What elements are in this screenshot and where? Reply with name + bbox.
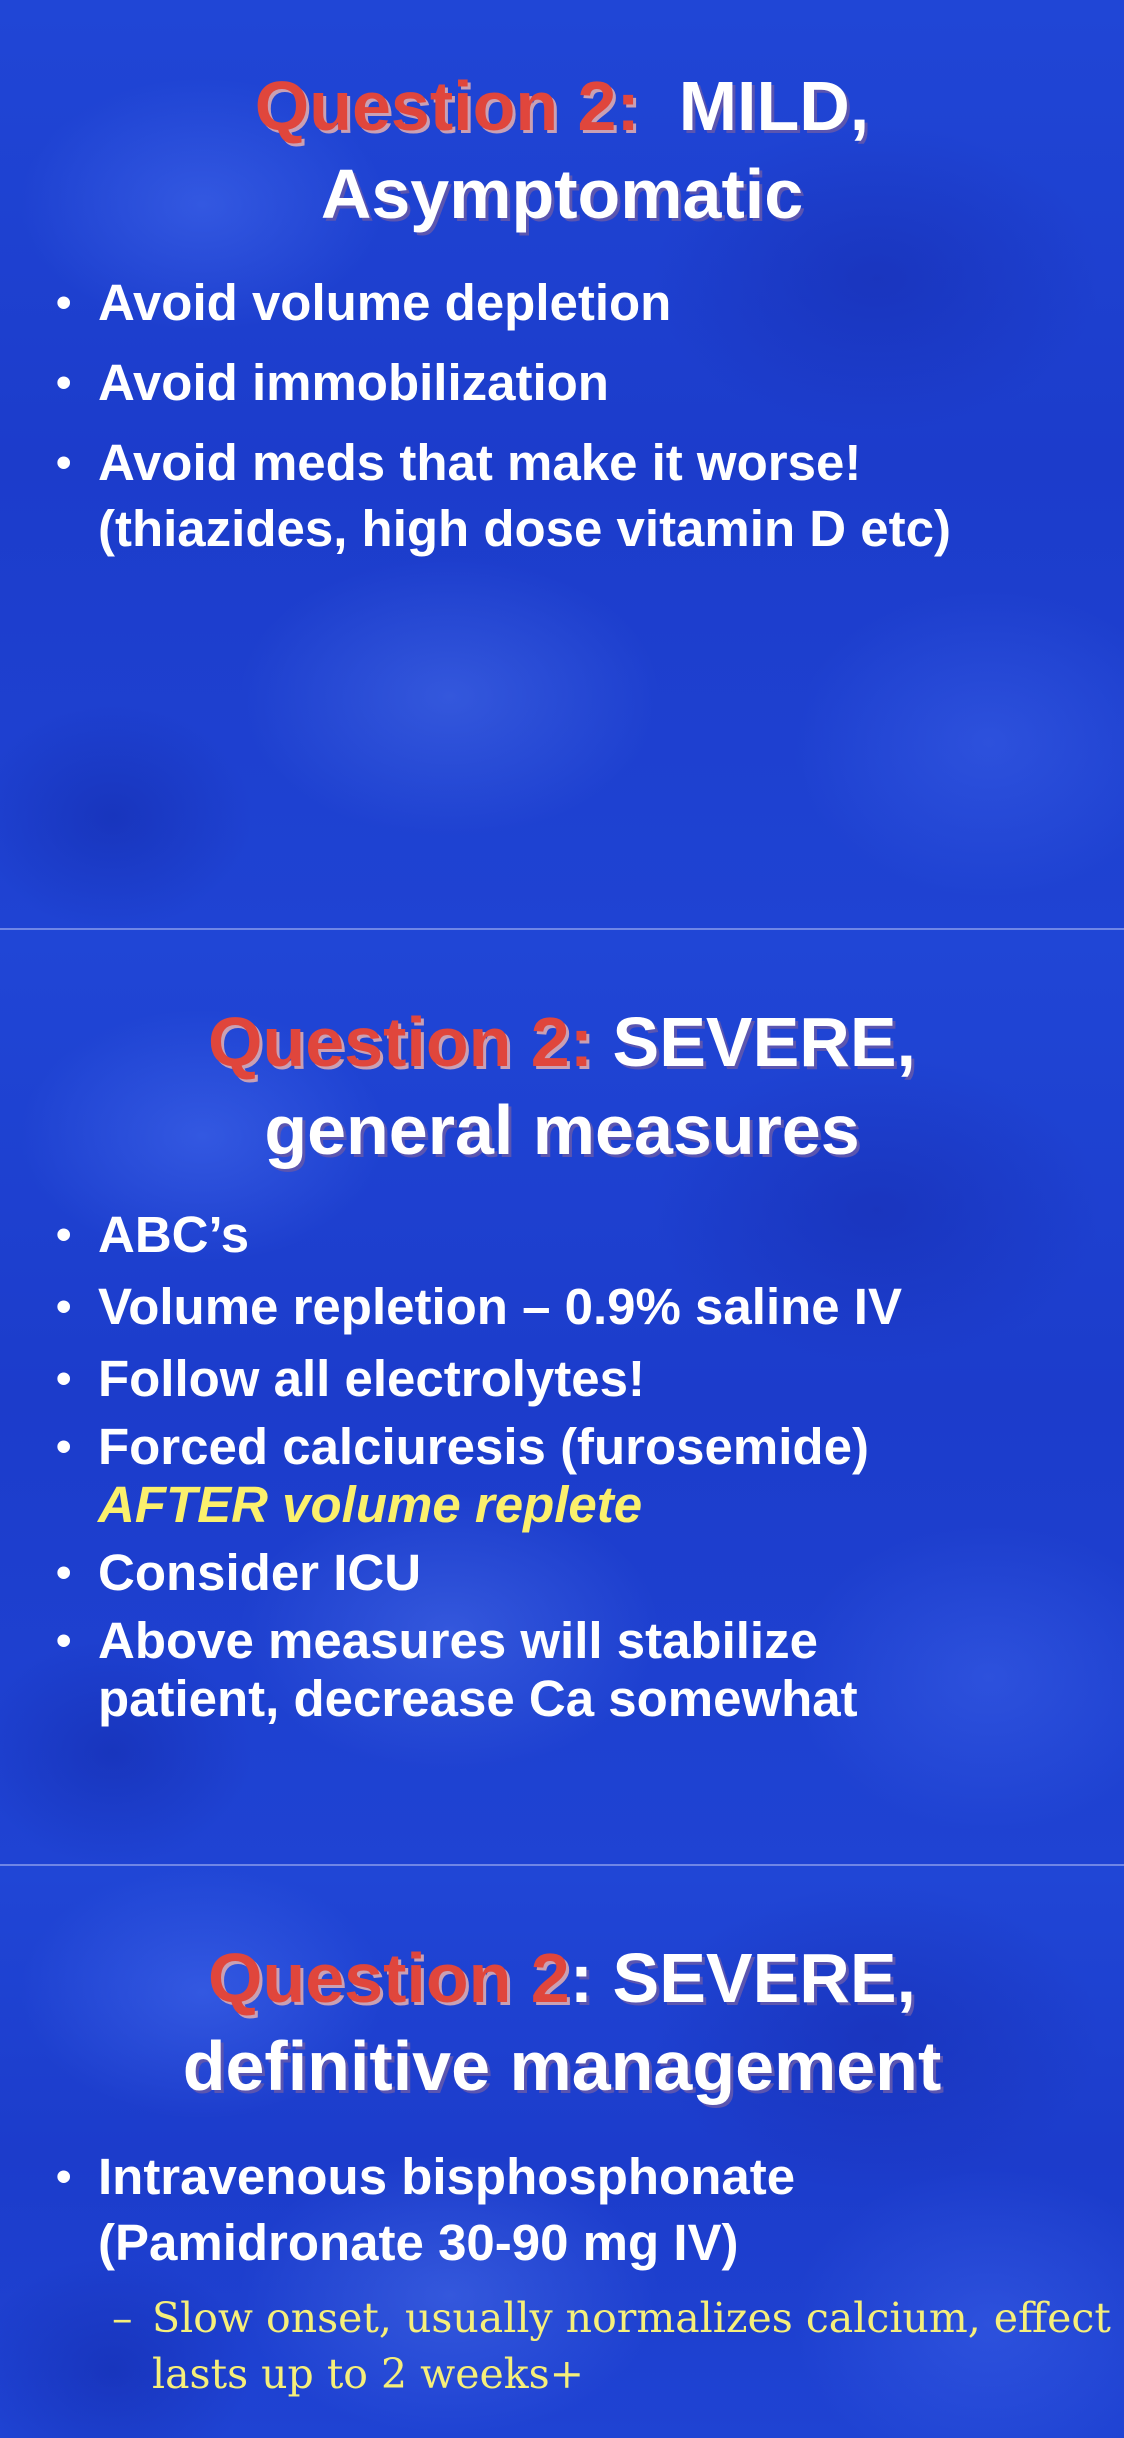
bullet-text: Consider ICU: [98, 1544, 422, 1601]
sub-bullet-marker: –: [112, 2294, 133, 2342]
title-rest: SEVERE,: [612, 1003, 916, 1081]
bullet-marker: •: [56, 2152, 72, 2201]
bullet-text-continued: (Pamidronate 30-90 mg IV): [98, 2214, 739, 2271]
bullet-item: [56, 270, 1096, 336]
bullet-marker: •: [56, 358, 72, 407]
bullet-text: Forced calciuresis (furosemide): [98, 1418, 869, 1475]
bullet-list: [56, 1202, 1096, 1728]
title-rest: : SEVERE,: [569, 1939, 916, 2017]
slide-title: [0, 1934, 1124, 2110]
slide-title: [0, 998, 1124, 1174]
bullet-item: [56, 350, 1096, 416]
slide-mild-asymptomatic: [0, 0, 1124, 928]
sub-bullet-text: Slow onset, usually normalizes calcium, effect: [152, 2294, 1111, 2342]
bullet-text-continued: patient, decrease Ca somewhat: [98, 1670, 858, 1727]
bullet-item: [56, 1202, 1096, 1268]
bullet-text: Avoid meds that make it worse!: [98, 434, 862, 491]
bullet-item: [56, 1612, 1096, 1728]
bullet-text: Follow all electrolytes!: [98, 1350, 645, 1407]
bullet-text: Volume repletion – 0.9% saline IV: [98, 1278, 902, 1335]
bullet-highlight-text: AFTER volume replete: [98, 1476, 643, 1533]
title-line2: general measures: [264, 1091, 860, 1169]
bullet-marker: •: [56, 1548, 72, 1597]
title-rest: MILD,: [678, 67, 870, 145]
bullet-item: [56, 430, 1096, 562]
bullet-text: Intravenous bisphosphonate: [98, 2148, 796, 2205]
bullet-marker: •: [56, 278, 72, 327]
title-accent: Question 2:: [254, 67, 640, 145]
bullet-text: Above measures will stabilize: [98, 1612, 818, 1669]
bullet-text: Avoid volume depletion: [98, 274, 672, 331]
title-accent: Question 2:: [208, 1003, 594, 1081]
bullet-item: [56, 1540, 1096, 1606]
bullet-text: ABC’s: [98, 1206, 250, 1263]
sub-bullet: [112, 2290, 1112, 2402]
bullet-marker: •: [56, 1354, 72, 1403]
title-accent: Question 2: [208, 1939, 570, 2017]
slide-title: [0, 62, 1124, 238]
bullet-marker: •: [56, 1210, 72, 1259]
bullet-item: [56, 1418, 1096, 1534]
slide-severe-general-measures: [0, 930, 1124, 1864]
bullet-text-continued: (thiazides, high dose vitamin D etc): [98, 500, 951, 557]
bullet-list: [56, 270, 1096, 562]
bullet-item: [56, 1346, 1096, 1412]
title-line2: definitive management: [182, 2027, 942, 2105]
bullet-marker: •: [56, 1282, 72, 1331]
slide-severe-definitive-management: [0, 1866, 1124, 2438]
bullet-marker: •: [56, 1616, 72, 1665]
bullet-item: [56, 2144, 1096, 2276]
bullet-list: [56, 2144, 1096, 2276]
bullet-marker: •: [56, 438, 72, 487]
bullet-item: [56, 1274, 1096, 1340]
title-line2: Asymptomatic: [320, 155, 804, 233]
sub-bullet-text-continued: lasts up to 2 weeks+: [152, 2350, 585, 2398]
bullet-marker: •: [56, 1422, 72, 1471]
bullet-text: Avoid immobilization: [98, 354, 609, 411]
